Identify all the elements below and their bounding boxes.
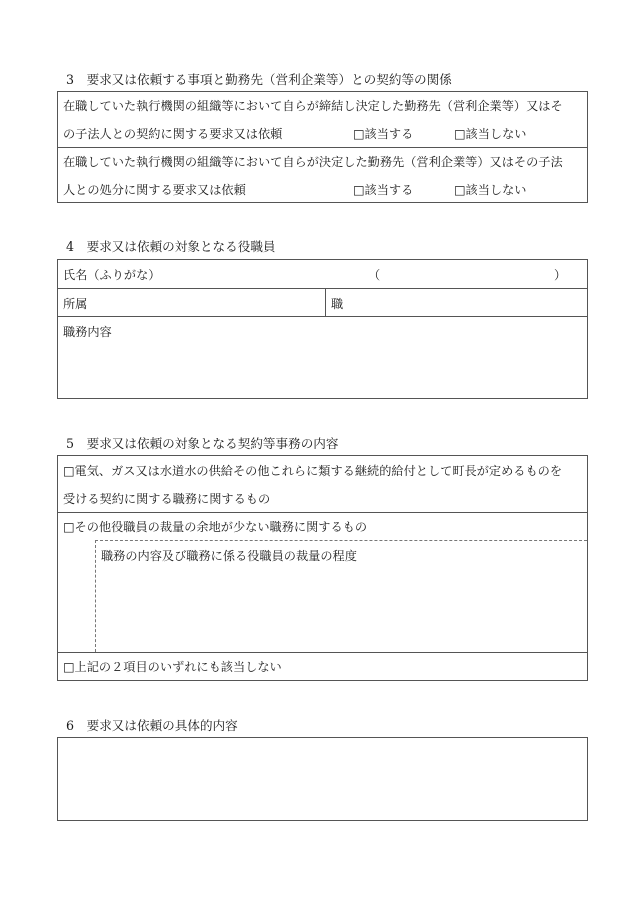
option1-line2: 受ける契約に関する職務に関するもの bbox=[63, 492, 271, 506]
row-divider bbox=[58, 652, 587, 653]
section5-heading: 5 要求又は依頼の対象となる契約等事務の内容 bbox=[66, 436, 339, 451]
section5-table bbox=[57, 455, 588, 681]
row1-text-line1: 在職していた執行機関の組織等において自らが締結し決定した勤務先（営利企業等）又はそ bbox=[63, 99, 563, 113]
row-divider bbox=[58, 147, 587, 148]
option1-line1[interactable]: □電気、ガス又は水道水の供給その他これらに類する継続的給付として町長が定めるものを bbox=[63, 464, 563, 478]
affiliation-label: 所属 bbox=[63, 297, 88, 311]
row2-applicable-checkbox[interactable]: □該当する bbox=[353, 183, 414, 197]
section6-content-box[interactable] bbox=[57, 737, 588, 821]
detail-box-left bbox=[95, 540, 96, 652]
row-divider bbox=[58, 512, 587, 513]
section4-table bbox=[57, 259, 588, 399]
section6-heading: 6 要求又は依頼の具体的内容 bbox=[66, 718, 238, 733]
duties-label: 職務内容 bbox=[63, 325, 112, 339]
name-label: 氏名（ふりがな） bbox=[63, 268, 161, 282]
furigana-open-paren: （ bbox=[368, 268, 381, 282]
row-divider bbox=[58, 316, 587, 317]
row1-applicable-checkbox[interactable]: □該当する bbox=[353, 127, 414, 141]
option2-detail-label: 職務の内容及び職務に係る役職員の裁量の程度 bbox=[101, 549, 357, 563]
row-divider bbox=[58, 288, 587, 289]
row1-not-applicable-checkbox[interactable]: □該当しない bbox=[454, 127, 527, 141]
option3-checkbox[interactable]: □上記の２項目のいずれにも該当しない bbox=[63, 660, 282, 674]
column-divider bbox=[325, 288, 326, 316]
position-label: 職 bbox=[331, 297, 344, 311]
detail-box-top bbox=[95, 540, 587, 541]
section4-heading: 4 要求又は依頼の対象となる役職員 bbox=[66, 239, 276, 254]
row2-text-line2: 人との処分に関する要求又は依頼 bbox=[63, 183, 246, 197]
section3-table bbox=[57, 91, 588, 203]
row1-text-line2: の子法人との契約に関する要求又は依頼 bbox=[63, 127, 283, 141]
furigana-close-paren: ） bbox=[554, 268, 567, 282]
row2-text-line1: 在職していた執行機関の組織等において自らが決定した勤務先（営利企業等）又はその子法 bbox=[63, 155, 563, 169]
row2-not-applicable-checkbox[interactable]: □該当しない bbox=[454, 183, 527, 197]
option2-checkbox[interactable]: □その他役職員の裁量の余地が少ない職務に関するもの bbox=[63, 520, 368, 534]
section3-heading: 3 要求又は依頼する事項と勤務先（営利企業等）との契約等の関係 bbox=[66, 72, 452, 87]
